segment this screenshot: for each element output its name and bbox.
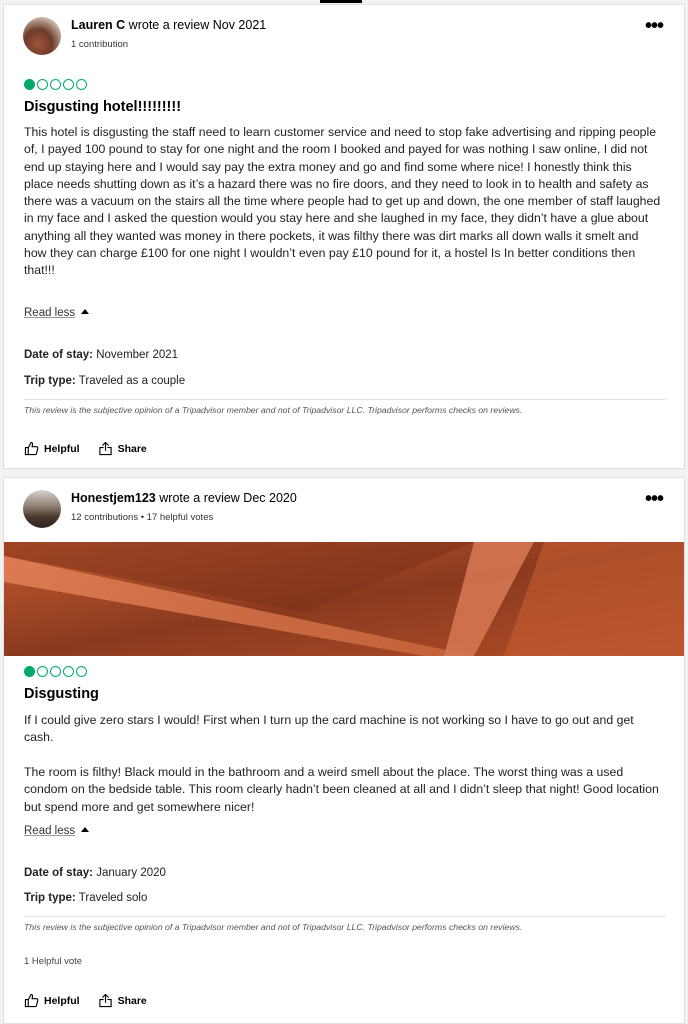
caret-up-icon (81, 309, 89, 314)
reviewer-line (71, 18, 266, 32)
reviewer-name[interactable]: Honestjem123 (71, 491, 156, 505)
read-less-link[interactable] (24, 307, 89, 319)
rating-bubble-empty (50, 79, 61, 90)
trip-value: Traveled solo (78, 892, 148, 904)
contributions: 12 contributions • 17 helpful votes (71, 512, 214, 523)
contributions: 1 contribution (71, 39, 129, 50)
thumbs-up-icon (24, 441, 39, 456)
date-value: January 2020 (96, 867, 166, 879)
share-label: Share (117, 442, 147, 455)
review-photo[interactable] (4, 542, 684, 656)
thumbs-up-icon (24, 993, 39, 1008)
rating-bubble-filled (24, 666, 35, 677)
review-title[interactable]: Disgusting (24, 686, 99, 702)
top-scroll-indicator (320, 0, 362, 3)
review-header (23, 490, 663, 530)
rating-bubble-empty (37, 666, 48, 677)
helpful-votes-count: 1 Helpful vote (24, 956, 83, 967)
divider (24, 916, 666, 917)
read-less-label: Read less (24, 307, 76, 319)
rating-bubble-filled (24, 79, 35, 90)
review-body: This hotel is disgusting the staff need to learn customer service and need to stop fake advertising and ripping people of, I payed 100 pound to stay for one night and the room I booked and payed for was nothing I saw online, I did not end up staying here and I would say pay the extra money and go and find some where nice! I honestly think this place needs shutting down as it’s a hazard there was no fire doors, and they need to look in to health and safety as there was a vacuum on the stairs all the time where people had to get up and down, the one member of staff laughed in my face and I asked the question would you stay here and she laughed in my face, they didn’t have a glue about anything all they wanted was money in there pockets, it was filthy there was dirt marks all down walls it smelt and how they can charge £100 for one night I wouldn’t even pay £10 pound for it, a hostel Is In better conditions then that!!! (24, 125, 661, 278)
disclaimer: This review is the subjective opinion of a Tripadvisor member and not of Tripadvisor LLC. Tripadvisor performs checks on reviews. (24, 922, 523, 932)
date-label: Date of stay: (24, 349, 94, 361)
review-action: wrote a review Nov 2021 (128, 18, 267, 32)
helpful-label: Helpful (44, 994, 80, 1007)
divider (24, 399, 666, 400)
read-less-label: Read less (24, 825, 76, 837)
review-header (23, 17, 663, 57)
review-title[interactable]: Disgusting hotel!!!!!!!!! (24, 99, 182, 115)
trip-value: Traveled as a couple (78, 375, 186, 387)
share-icon (98, 993, 113, 1008)
date-label: Date of stay: (24, 867, 94, 879)
rating-bubble-empty (76, 666, 87, 677)
helpful-button[interactable] (24, 993, 80, 1008)
share-button[interactable] (98, 993, 147, 1008)
review-body-paragraph: If I could give zero stars I would! First when I turn up the card machine is not working so I have to go out and get cash. (24, 713, 634, 745)
more-options-icon[interactable]: ••• (644, 15, 663, 37)
review-card (3, 4, 685, 469)
reviewer-name[interactable]: Lauren C (71, 18, 126, 32)
date-of-stay (24, 867, 166, 879)
trip-type (24, 375, 185, 387)
review-card (3, 477, 685, 1024)
reviewer-line (71, 491, 297, 505)
share-label: Share (117, 994, 147, 1007)
helpful-button[interactable] (24, 441, 80, 456)
review-photo-image (4, 542, 684, 656)
avatar[interactable] (23, 490, 61, 528)
rating-bubble-empty (37, 79, 48, 90)
rating-bubble-empty (50, 666, 61, 677)
share-button[interactable] (98, 441, 147, 456)
rating-bubble-empty (63, 666, 74, 677)
share-icon (98, 441, 113, 456)
date-value: November 2021 (96, 349, 179, 361)
rating-bubble-empty (76, 79, 87, 90)
review-actions (24, 441, 147, 456)
trip-label: Trip type: (24, 892, 76, 904)
caret-up-icon (81, 827, 89, 832)
trip-label: Trip type: (24, 375, 76, 387)
avatar[interactable] (23, 17, 61, 55)
rating-bubbles (24, 79, 87, 90)
disclaimer: This review is the subjective opinion of a Tripadvisor member and not of Tripadvisor LLC. Tripadvisor performs checks on reviews. (24, 405, 523, 415)
trip-type (24, 892, 147, 904)
helpful-label: Helpful (44, 442, 80, 455)
review-body-paragraph: The room is filthy! Black mould in the bathroom and a weird smell about the place. The worst thing was a used condom on the bedside table. This room clearly hadn’t been cleaned at all and I didn’t sleep that night! Good location but spend more and get somewhere nicer! (24, 765, 659, 814)
rating-bubble-empty (63, 79, 74, 90)
review-action: wrote a review Dec 2020 (159, 491, 297, 505)
read-less-link[interactable] (24, 825, 89, 837)
rating-bubbles (24, 666, 87, 677)
more-options-icon[interactable]: ••• (644, 488, 663, 510)
review-actions (24, 993, 147, 1008)
date-of-stay (24, 349, 178, 361)
